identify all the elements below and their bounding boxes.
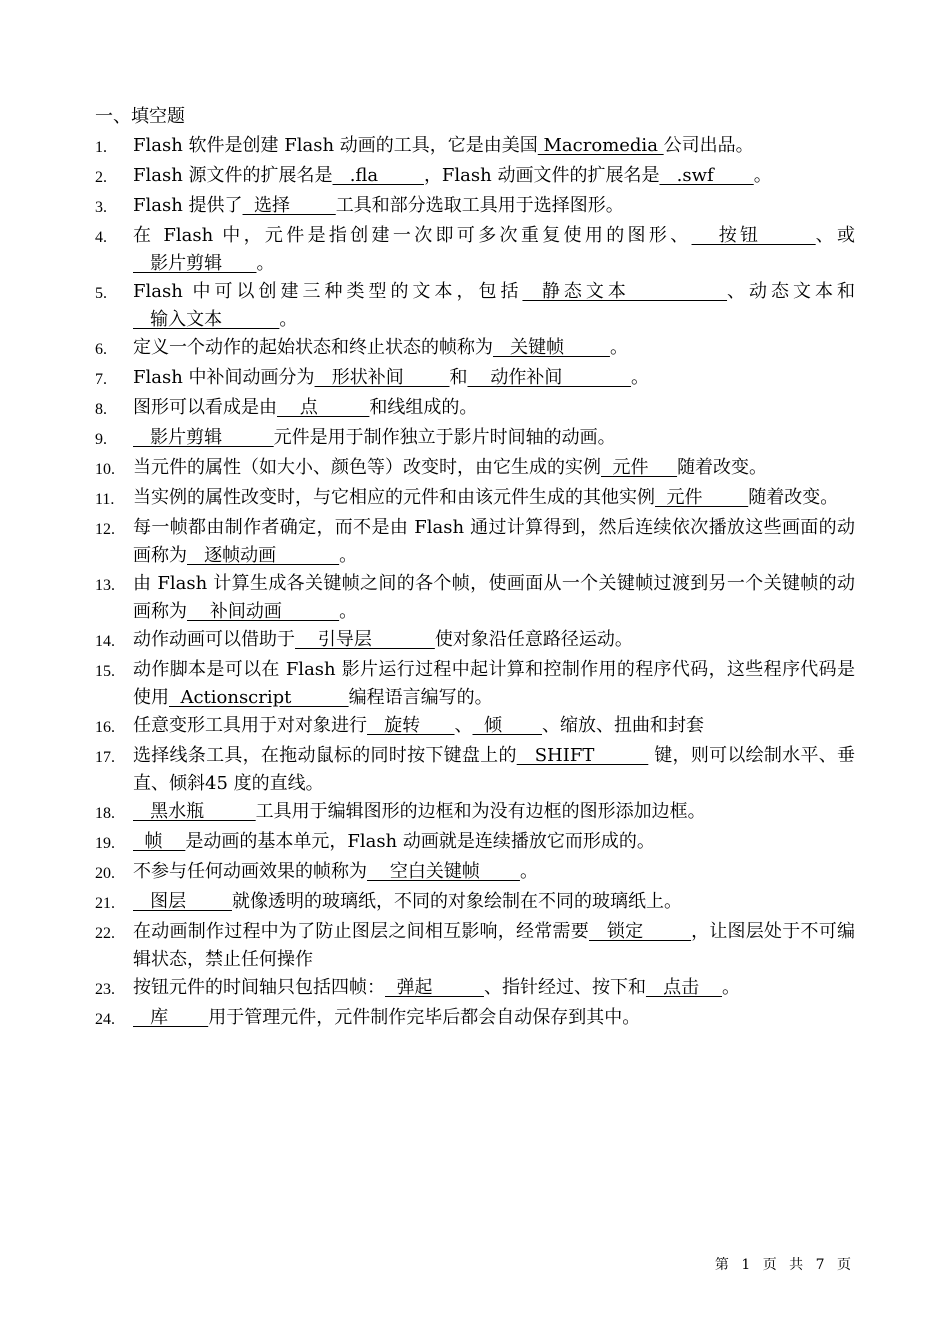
question-text xyxy=(133,626,855,656)
question-number: 13. xyxy=(95,577,115,594)
answer-blank: 倾 xyxy=(472,715,542,736)
question-text xyxy=(133,974,855,1004)
question-fragment: 工具用于编辑图形的边框和为没有边框的图形添加边框。 xyxy=(255,801,706,822)
question-fragment: 。 xyxy=(339,545,358,566)
question-item xyxy=(95,394,855,424)
question-fragment: 在 Flash 中，元件是指创建一次即可多次重复使用的图形、 xyxy=(133,225,692,246)
question-fragment: 公司出品。 xyxy=(663,135,754,156)
answer-blank: 帧 xyxy=(133,831,186,852)
question-text xyxy=(133,742,855,798)
question-number: 5. xyxy=(95,285,107,302)
answer-blank: 弹起 xyxy=(385,977,484,998)
answer-blank: 选择 xyxy=(242,195,336,216)
answer-blank: 逐帧动画 xyxy=(187,545,340,566)
question-number: 7. xyxy=(95,371,107,388)
question-item xyxy=(95,712,855,742)
question-fragment: 。 xyxy=(339,601,358,622)
question-fragment: 用于管理元件，元件制作完毕后都会自动保存到其中。 xyxy=(208,1007,641,1028)
question-number: 18. xyxy=(95,805,115,822)
question-number: 14. xyxy=(95,633,115,650)
question-text xyxy=(133,394,855,424)
question-item xyxy=(95,514,855,570)
question-number: 17. xyxy=(95,749,115,766)
question-number: 12. xyxy=(95,521,115,538)
question-number: 8. xyxy=(95,401,107,418)
question-fragment: 在动画制作过程中为了防止图层之间相互影响，经常需要 xyxy=(133,921,590,942)
question-text xyxy=(133,364,855,394)
question-item xyxy=(95,1004,855,1034)
question-text xyxy=(133,278,855,334)
question-fragment: 。 xyxy=(631,367,650,388)
question-fragment: Flash 软件是创建 Flash 动画的工具，它是由美国 xyxy=(133,135,538,156)
question-text xyxy=(133,1004,855,1034)
question-fragment: 随着改变。 xyxy=(677,457,768,478)
answer-blank: 补间动画 xyxy=(187,601,340,622)
question-fragment: 、动态文本和 xyxy=(727,281,856,302)
question-text xyxy=(133,828,855,858)
answer-blank: SHIFT xyxy=(516,745,649,766)
question-item xyxy=(95,828,855,858)
answer-blank: 锁定 xyxy=(589,921,692,942)
question-item xyxy=(95,626,855,656)
question-text xyxy=(133,570,855,626)
question-fragment: 。 xyxy=(519,861,538,882)
answer-blank: 动作补间 xyxy=(467,367,632,388)
question-item xyxy=(95,656,855,712)
question-item xyxy=(95,132,855,162)
question-item xyxy=(95,162,855,192)
question-fragment: Flash 中补间动画分为 xyxy=(133,367,315,388)
answer-blank: 输入文本 xyxy=(133,309,280,330)
question-text xyxy=(133,192,855,222)
question-item xyxy=(95,858,855,888)
answer-blank: 点击 xyxy=(645,977,723,998)
answer-blank: 影片剪辑 xyxy=(133,427,274,448)
answer-blank: 图层 xyxy=(133,891,232,912)
answer-blank: 静态文本 xyxy=(522,281,728,302)
question-text xyxy=(133,424,855,454)
question-number: 20. xyxy=(95,865,115,882)
question-fragment: 、指针经过、按下和 xyxy=(483,977,646,998)
question-number: 4. xyxy=(95,229,107,246)
question-item xyxy=(95,484,855,514)
question-fragment: 由 Flash 计算生成各关键帧之间的各个帧，使画面从一个关键帧过渡到另一个关键帧的动画称为 xyxy=(133,573,855,622)
question-number: 22. xyxy=(95,925,115,942)
question-number: 19. xyxy=(95,835,115,852)
question-fragment: 键，则可以绘制水平、垂直、倾斜45 度的直线。 xyxy=(133,745,855,794)
question-fragment: 动作脚本是可以在 Flash 影片运行过程中起计算和控制作用的程序代码，这些程序代码是使用 xyxy=(133,659,855,708)
question-item xyxy=(95,570,855,626)
question-text xyxy=(133,798,855,828)
question-fragment: 是动画的基本单元，Flash 动画就是连续播放它而形成的。 xyxy=(185,831,655,852)
question-fragment: Flash 提供了 xyxy=(133,195,243,216)
question-fragment: 定义一个动作的起始状态和终止状态的帧称为 xyxy=(133,337,493,358)
question-fragment: 工具和部分选取工具用于选择图形。 xyxy=(335,195,624,216)
question-fragment: 。 xyxy=(753,165,772,186)
question-fragment: ，Flash 动画文件的扩展名是 xyxy=(423,165,660,186)
question-item xyxy=(95,798,855,828)
question-item xyxy=(95,364,855,394)
question-number: 1. xyxy=(95,139,107,156)
question-fragment: 不参与任何动画效果的帧称为 xyxy=(133,861,367,882)
question-fragment: 每一帧都由制作者确定，而不是由 Flash 通过计算得到，然后连续依次播放这些画面的动画称为 xyxy=(133,517,855,566)
question-text xyxy=(133,656,855,712)
answer-blank: 元件 xyxy=(655,487,749,508)
question-text xyxy=(133,132,855,162)
question-item xyxy=(95,888,855,918)
question-list xyxy=(95,132,855,1034)
question-text xyxy=(133,514,855,570)
question-fragment: 使对象沿任意路径运动。 xyxy=(434,629,633,650)
question-number: 10. xyxy=(95,461,115,478)
question-fragment: 编程语言编写的。 xyxy=(348,687,493,708)
answer-blank: Actionscript xyxy=(169,687,349,708)
answer-blank: 形状补间 xyxy=(314,367,450,388)
answer-blank: .fla xyxy=(332,165,424,186)
question-text xyxy=(133,454,855,484)
answer-blank: 按钮 xyxy=(691,225,816,246)
section-title: 一、填空题 xyxy=(95,106,185,127)
question-number: 15. xyxy=(95,663,115,680)
question-number: 6. xyxy=(95,341,107,358)
question-fragment: 、或 xyxy=(815,225,856,246)
question-fragment: ，让图层处于不可编辑状态，禁止任何操作 xyxy=(133,921,855,970)
question-fragment: 任意变形工具用于对对象进行 xyxy=(133,715,367,736)
question-fragment: 、缩放、扭曲和封套 xyxy=(542,715,704,736)
question-item xyxy=(95,742,855,798)
question-text xyxy=(133,858,855,888)
question-fragment: 和 xyxy=(449,367,468,388)
question-text xyxy=(133,222,855,278)
question-fragment: 随着改变。 xyxy=(748,487,839,508)
question-fragment: Flash 中可以创建三种类型的文本，包括 xyxy=(133,281,523,302)
question-fragment: 。 xyxy=(256,253,275,274)
question-fragment: 动作动画可以借助于 xyxy=(133,629,295,650)
question-fragment: 选择线条工具，在拖动鼠标的同时按下键盘上的 xyxy=(133,745,517,766)
question-number: 2. xyxy=(95,169,107,186)
question-number: 16. xyxy=(95,719,115,736)
question-item xyxy=(95,424,855,454)
question-item xyxy=(95,278,855,334)
question-item xyxy=(95,918,855,974)
question-number: 3. xyxy=(95,199,107,216)
question-item xyxy=(95,334,855,364)
question-number: 21. xyxy=(95,895,115,912)
answer-blank: 引导层 xyxy=(295,629,435,650)
answer-blank: Macromedia xyxy=(537,135,664,156)
answer-blank: 空白关键帧 xyxy=(367,861,520,882)
question-text xyxy=(133,888,855,918)
answer-blank: 点 xyxy=(277,397,370,418)
question-item xyxy=(95,222,855,278)
question-text xyxy=(133,712,855,742)
answer-blank: 库 xyxy=(133,1007,209,1028)
question-fragment: 和线组成的。 xyxy=(369,397,478,418)
question-item xyxy=(95,454,855,484)
question-item xyxy=(95,974,855,1004)
question-fragment: Flash 源文件的扩展名是 xyxy=(133,165,333,186)
question-fragment: 当实例的属性改变时，与它相应的元件和由该元件生成的其他实例 xyxy=(133,487,655,508)
question-fragment: 当元件的属性（如大小、颜色等）改变时，由它生成的实例 xyxy=(133,457,601,478)
question-text xyxy=(133,484,855,514)
question-number: 11. xyxy=(95,491,115,508)
question-text xyxy=(133,162,855,192)
answer-blank: 旋转 xyxy=(367,715,455,736)
question-fragment: 按钮元件的时间轴只包括四帧： xyxy=(133,977,385,998)
question-fragment: 。 xyxy=(609,337,628,358)
answer-blank: 元件 xyxy=(601,457,678,478)
question-fragment: 。 xyxy=(279,309,298,330)
question-text xyxy=(133,918,855,974)
answer-blank: 关键帧 xyxy=(493,337,610,358)
question-number: 24. xyxy=(95,1011,115,1028)
question-item xyxy=(95,192,855,222)
question-number: 23. xyxy=(95,981,115,998)
question-number: 9. xyxy=(95,431,107,448)
page-footer: 第 1 页 共 7 页 xyxy=(714,1257,855,1273)
question-fragment: 元件是用于制作独立于影片时间轴的动画。 xyxy=(273,427,616,448)
question-text xyxy=(133,334,855,364)
question-fragment: 。 xyxy=(722,977,741,998)
question-fragment: 图形可以看成是由 xyxy=(133,397,277,418)
answer-blank: 影片剪辑 xyxy=(133,253,257,274)
question-fragment: 、 xyxy=(454,715,473,736)
answer-blank: .swf xyxy=(659,165,754,186)
question-fragment: 就像透明的玻璃纸，不同的对象绘制在不同的玻璃纸上。 xyxy=(231,891,682,912)
answer-blank: 黑水瓶 xyxy=(133,801,256,822)
